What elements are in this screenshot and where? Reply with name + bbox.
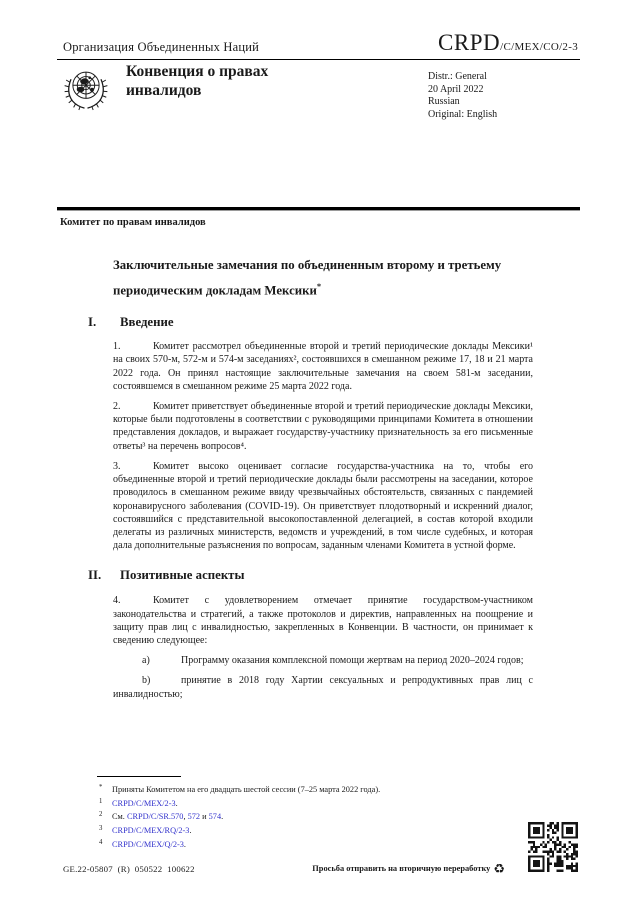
- doc-symbol-prefix: CRPD: [438, 30, 501, 55]
- footnote-link[interactable]: CRPD/C/SR.570: [126, 812, 184, 822]
- recycle-note: Просьба отправить на вторичную переработку ♻: [312, 862, 505, 877]
- footnote-marker: 3: [99, 825, 103, 833]
- subitem-letter: a): [142, 655, 150, 667]
- subitem-text: Программу оказания комплексной помощи жертвам на период 2020–2024 годов;: [181, 655, 524, 667]
- committee-name: Комитет по правам инвалидов: [60, 217, 206, 228]
- footnote-text: Приняты Комитетом на его двадцать шестой сессии (7–25 марта 2022 года).: [112, 785, 381, 794]
- footnotes-block: [99, 782, 535, 851]
- distr-block: [428, 71, 497, 122]
- footnote-marker: *: [99, 784, 103, 791]
- footnote-link[interactable]: CRPD/C/MEX/2-3: [112, 798, 176, 808]
- subitem-letter: b): [142, 675, 151, 687]
- para-text: Комитет приветствует объединенные второй и третий периодические доклады Мексики, которые были подготовлены в соответствии с руководящими принципами Комитета в отношении представления докладов, и выражает государству-участнику признательность за его письменные ответы³ на перечень вопросов⁴.: [113, 401, 533, 452]
- paragraph-3: [113, 460, 533, 552]
- un-emblem-icon: [62, 65, 110, 113]
- subitem-a: [113, 654, 533, 667]
- para-text: Комитет высоко оценивает согласие государства-участника на то, чтобы его объединенные второй и третий периодические доклады были рассмотрены на заседании, которое проводилось в смешанном режиме ввиду чрезвычайных обстоятельств, связанных с пандемией коронавирусного заболевания (COVID-19). Он приветствует плодотворный и искренний диалог, состоявшийся с представительной высокопоставленной делегацией, в состав которой входили делегаты из различных министерств, ведомств и учреждений, в том числе судебных, и которая дала дополнительные разъяснения по вопросам, заданным членами Комитета в устной форме.: [113, 460, 533, 552]
- qr-code: [528, 822, 578, 872]
- footnote-link[interactable]: CRPD/C/MEX/Q/2-3: [112, 839, 184, 849]
- footnote-link[interactable]: 574: [208, 812, 222, 822]
- paragraph-1: [113, 340, 533, 393]
- document-body: [88, 250, 533, 708]
- section-number: I.: [88, 315, 97, 330]
- section-label: Позитивные аспекты: [120, 568, 245, 583]
- section-heading-introduction: [88, 314, 533, 330]
- masthead-rule: [57, 207, 580, 211]
- document-title: Заключительные замечания по объединенным второму и третьему периодическим докладам Мексики*: [113, 258, 502, 298]
- paragraph-2: [113, 400, 533, 453]
- footnote-separator: [97, 776, 181, 777]
- para-number: 4.: [113, 595, 121, 607]
- para-number: 1.: [113, 341, 121, 353]
- subitem-b: [113, 674, 533, 700]
- section-number: II.: [88, 568, 102, 583]
- footnote-marker: 1: [99, 797, 103, 805]
- header-rule: [57, 59, 580, 60]
- footnote-marker: 4: [99, 838, 103, 846]
- footnote-marker: 2: [99, 811, 103, 819]
- doc-symbol: [438, 30, 578, 56]
- para-text: Комитет с удовлетворением отмечает принятие государством-участником законодательства и стратегий, а также протоколов и директив, направленных на поощрение и защиту прав лиц с инвалидностью, закрепленных в Конвенции. В частности, он принимает к сведению следующее:: [113, 595, 533, 646]
- language-line: Russian: [428, 96, 460, 108]
- footnote-star: [99, 782, 535, 796]
- original-line: Original: English: [428, 109, 498, 121]
- para-text: Комитет рассмотрел объединенные второй и третий периодические доклады Мексики¹ на своих 570-м, 572-м и 574-м заседаниях², состоявшихся в смешанном режиме 17, 18 и 21 марта 2022 года. Он принял настоящие заключительные замечания на своем 581-м заседании, состоявшемся в смешанном режиме 25 марта 2022 года.: [113, 341, 533, 392]
- subitem-text: принятие в 2018 году Хартии сексуальных и репродуктивных прав лиц с инвалидностью;: [113, 675, 533, 700]
- footnote-2: 2 См. CRPD/C/SR.570, 572 и 574.: [99, 811, 224, 822]
- doc-symbol-suffix: /C/MEX/CO/2-3: [500, 41, 578, 53]
- para-number: 2.: [113, 401, 121, 413]
- publication-title: Конвенция о правах инвалидов: [126, 63, 269, 99]
- un-organization-name: Организация Объединенных Наций: [63, 40, 260, 54]
- title-footnote-ref: *: [316, 281, 322, 291]
- section-label: Введение: [120, 315, 174, 330]
- footnote-3: 3 CRPD/C/MEX/RQ/2-3.: [99, 825, 192, 836]
- footnote-4: 4 CRPD/C/MEX/Q/2-3.: [99, 838, 186, 849]
- footnote-1: 1 CRPD/C/MEX/2-3.: [99, 797, 178, 808]
- footnote-link[interactable]: CRPD/C/MEX/RQ/2-3: [112, 826, 190, 836]
- distr-line: Distr.: General: [428, 71, 487, 82]
- paragraph-4: [113, 594, 533, 647]
- recycle-icon: ♻: [493, 862, 505, 877]
- date-line: 20 April 2022: [428, 83, 484, 95]
- footnote-link[interactable]: 572: [187, 812, 201, 822]
- footer-job-number: GE.22-05807 (R) 050522 100622: [63, 864, 195, 874]
- para-number: 3.: [113, 460, 121, 472]
- section-heading-positive-aspects: [88, 567, 533, 583]
